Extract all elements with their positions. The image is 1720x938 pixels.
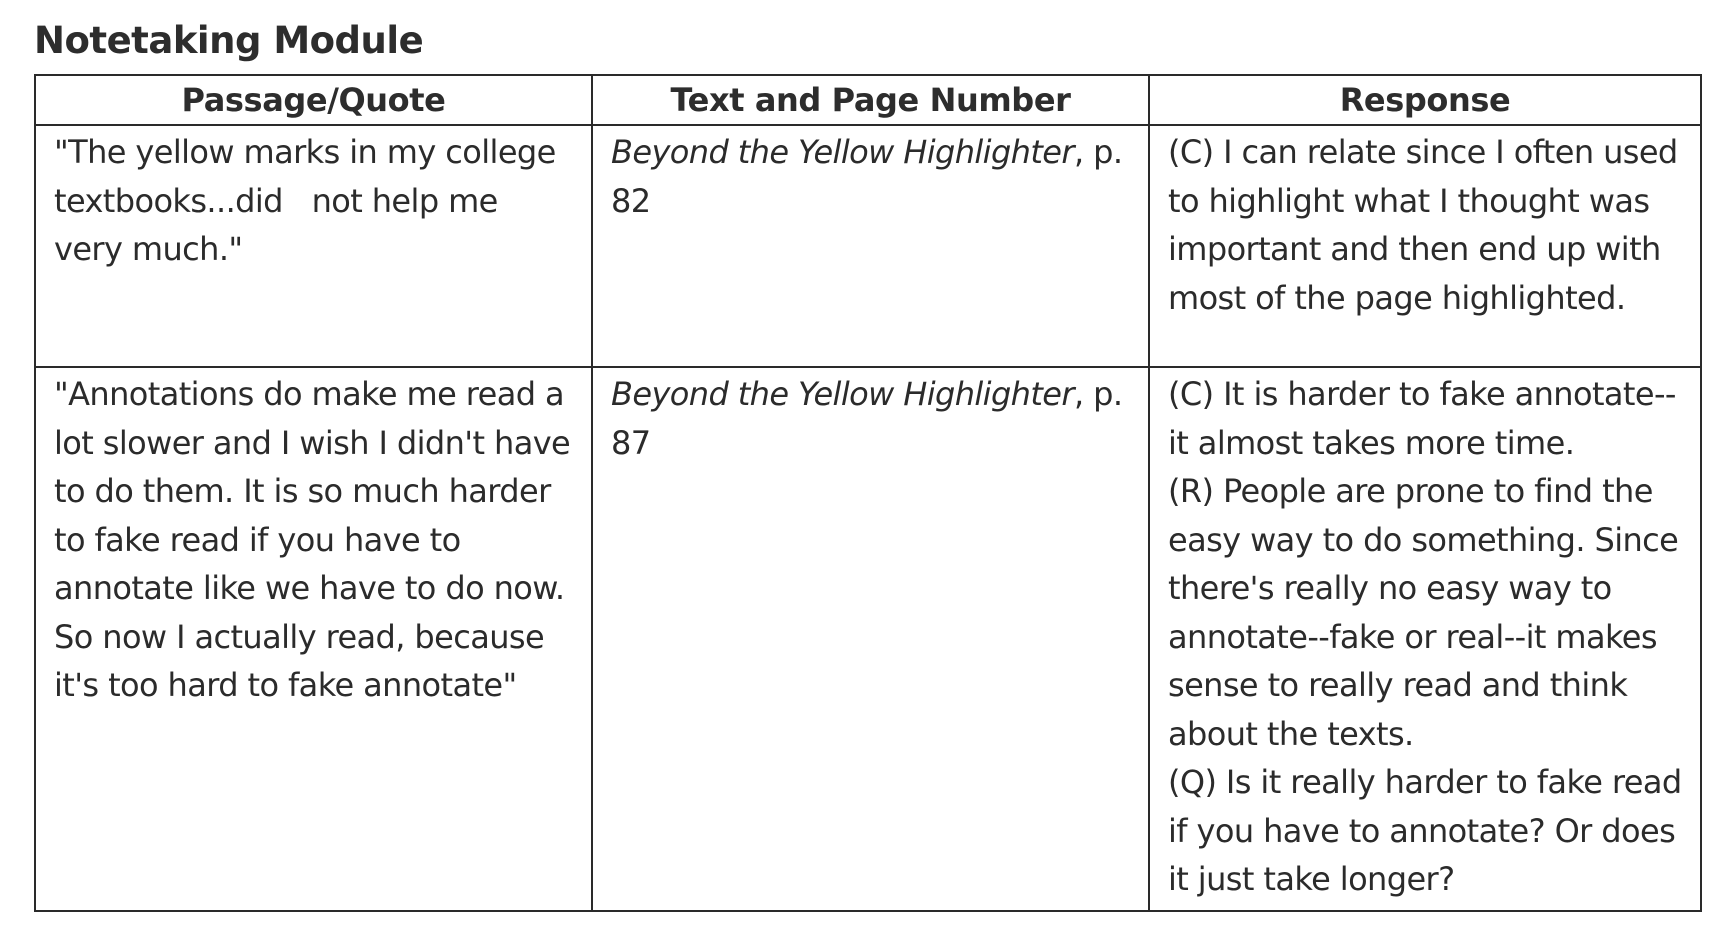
response-cell bbox=[1149, 125, 1701, 367]
source-cell bbox=[592, 367, 1149, 911]
response-question: (Q) Is it really harder to fake read if you have to annotate? Or does it just take longer? bbox=[1168, 763, 1682, 898]
column-header-source: Text and Page Number bbox=[592, 75, 1149, 125]
column-header-passage: Passage/Quote bbox=[35, 75, 592, 125]
source-cell bbox=[592, 125, 1149, 367]
quote-text: "Annotations do make me read a lot slower and I wish I didn't have to do them. It is so much harder to fake read if you have to annotate like we have to do now. So now I actually read, because it's too hard to fake annotate" bbox=[54, 375, 580, 704]
table-header-row bbox=[35, 75, 1701, 125]
quote-text: "The yellow marks in my college textbooks...did not help me very much." bbox=[54, 133, 566, 268]
response-connection: (C) I can relate since I often used to highlight what I thought was important and then end up with most of the page highlighted. bbox=[1168, 133, 1678, 317]
quote-cell bbox=[35, 125, 592, 367]
response-reflection: (R) People are prone to find the easy way to do something. Since there's really no easy way to annotate--fake or real--it makes sense to really read and think about the texts. bbox=[1168, 472, 1679, 753]
notes-table bbox=[34, 74, 1702, 912]
response-connection: (C) It is harder to fake annotate--it almost takes more time. bbox=[1168, 375, 1676, 462]
source-page: p. 87 bbox=[611, 375, 1123, 462]
quote-cell bbox=[35, 367, 592, 911]
table-row bbox=[35, 367, 1701, 911]
column-header-response: Response bbox=[1149, 75, 1701, 125]
table-row bbox=[35, 125, 1701, 367]
source-title: Beyond the Yellow Highlighter bbox=[611, 133, 1074, 171]
source-separator: , bbox=[1073, 375, 1094, 413]
page-title: Notetaking Module bbox=[34, 19, 424, 62]
response-cell bbox=[1149, 367, 1701, 911]
source-separator: , bbox=[1073, 133, 1094, 171]
source-title: Beyond the Yellow Highlighter bbox=[611, 375, 1074, 413]
source-page: p. 82 bbox=[611, 133, 1123, 220]
